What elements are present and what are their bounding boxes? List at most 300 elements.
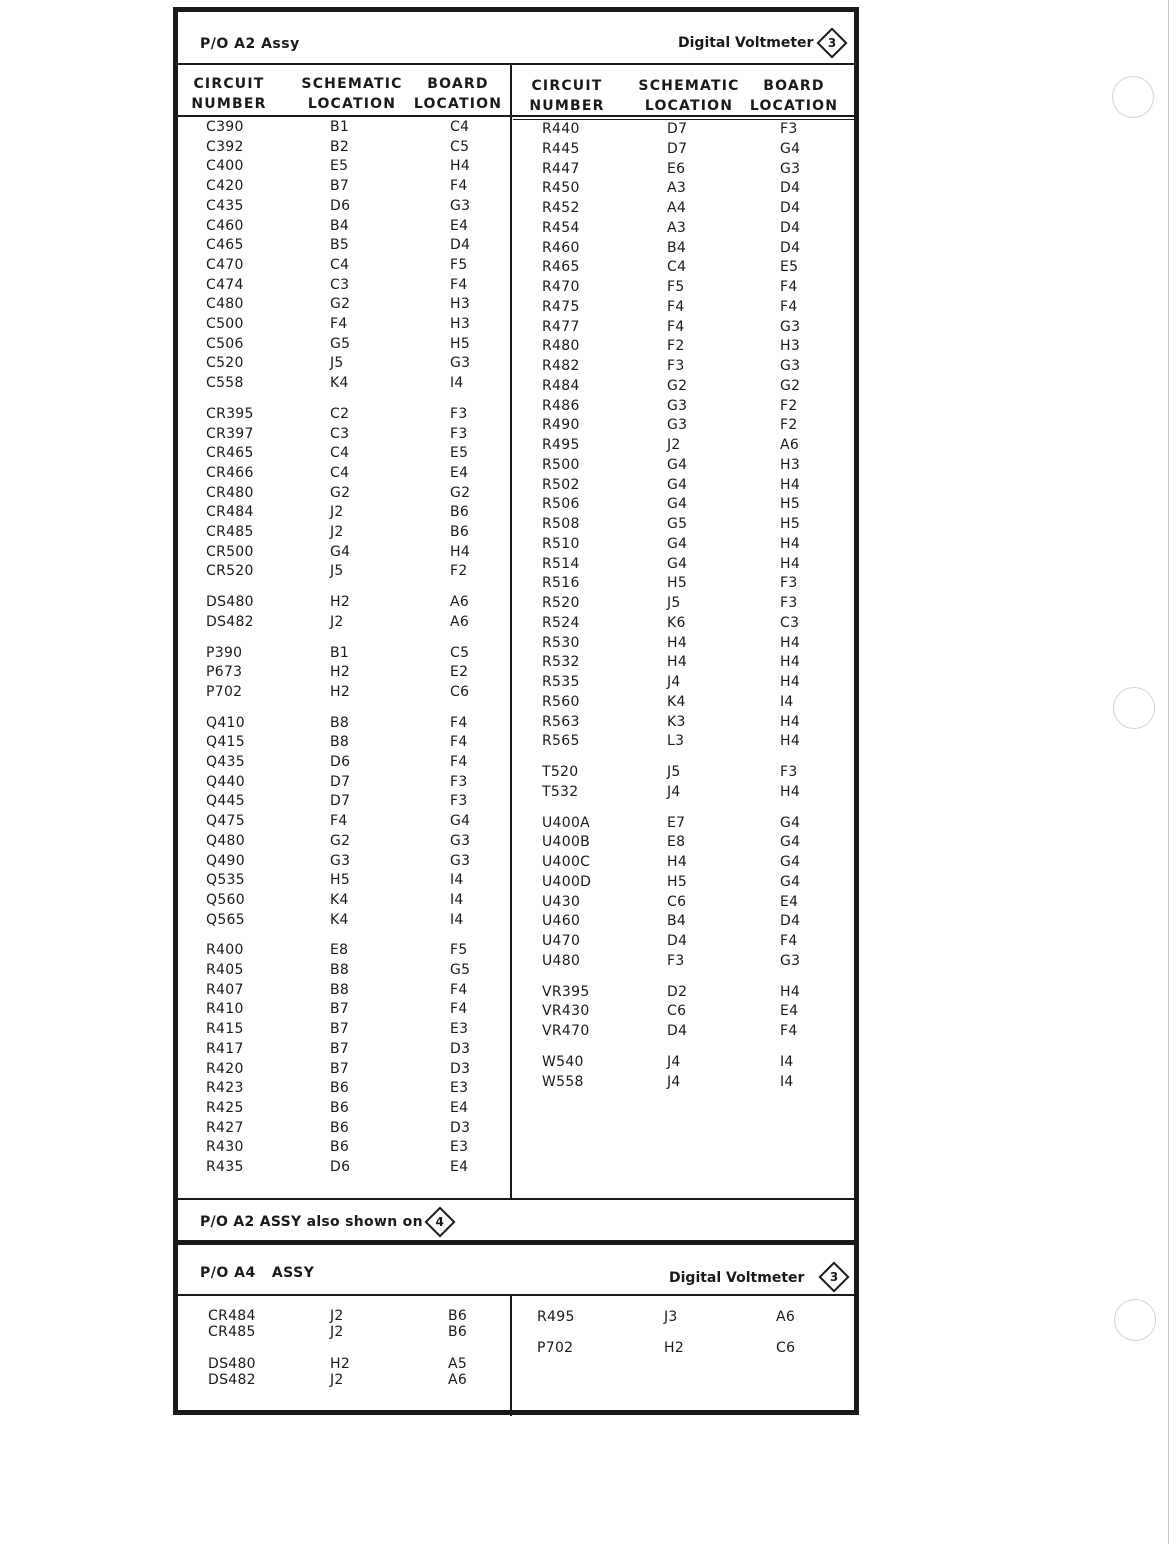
circuit-number: DS482 xyxy=(206,613,254,630)
circuit-number: R495 xyxy=(542,437,580,453)
circuit-number: R405 xyxy=(206,962,244,978)
circuit-number: R530 xyxy=(542,634,580,651)
circuit-number: R565 xyxy=(542,733,580,750)
schematic-location: G4 xyxy=(667,456,688,473)
schematic-location: D7 xyxy=(330,793,351,810)
board-location: I4 xyxy=(450,375,464,392)
circuit-number: CR397 xyxy=(206,425,254,442)
a2-column-divider xyxy=(510,65,512,1199)
board-location: F2 xyxy=(780,417,798,434)
circuit-number: R560 xyxy=(542,693,580,710)
circuit-number: U430 xyxy=(542,893,581,910)
circuit-number: R475 xyxy=(542,298,580,315)
schematic-location: B7 xyxy=(330,1021,350,1038)
circuit-number: R520 xyxy=(542,595,580,611)
schematic-location: G2 xyxy=(667,377,688,394)
schematic-location: J5 xyxy=(667,764,681,780)
schematic-location: B6 xyxy=(330,1139,350,1156)
circuit-number: Q560 xyxy=(206,891,245,908)
a2-colhead-divider xyxy=(178,115,854,117)
schematic-location: F4 xyxy=(330,316,348,332)
board-location: E4 xyxy=(450,1159,469,1175)
circuit-number: R445 xyxy=(542,140,580,157)
schematic-location: J2 xyxy=(330,613,344,630)
schematic-location: B6 xyxy=(330,1119,350,1136)
a2-instrument-title: Digital Voltmeter xyxy=(678,35,814,51)
board-location: F3 xyxy=(450,773,468,790)
schematic-location: H2 xyxy=(664,1340,685,1356)
schematic-location: H2 xyxy=(330,1356,351,1372)
board-location: D4 xyxy=(780,913,801,930)
circuit-number: CR485 xyxy=(206,524,254,540)
board-location: F4 xyxy=(780,298,798,315)
schematic-location: B8 xyxy=(330,734,350,751)
circuit-number: U480 xyxy=(542,952,581,969)
board-location: H4 xyxy=(780,783,801,800)
board-location: H4 xyxy=(780,555,801,572)
board-location: I4 xyxy=(780,1053,794,1070)
schematic-location: E6 xyxy=(667,160,686,177)
board-location: C5 xyxy=(450,138,470,155)
schematic-location: G4 xyxy=(330,543,351,560)
circuit-number: CR480 xyxy=(206,484,254,501)
circuit-number: W540 xyxy=(542,1053,584,1070)
circuit-number: C390 xyxy=(206,119,244,135)
schematic-location: C4 xyxy=(330,256,350,273)
schematic-location: D4 xyxy=(667,1023,688,1039)
circuit-number: U400C xyxy=(542,854,591,870)
parts-location-frame xyxy=(173,7,859,1415)
board-location: I4 xyxy=(780,693,794,710)
board-location: G3 xyxy=(780,952,801,969)
board-location: G3 xyxy=(780,160,801,177)
board-location: H4 xyxy=(450,543,471,560)
board-location: F4 xyxy=(780,933,798,949)
circuit-number: R465 xyxy=(542,259,580,276)
circuit-number: CR484 xyxy=(208,1308,256,1324)
board-location: F4 xyxy=(780,1023,798,1039)
schematic-location: E5 xyxy=(330,158,349,175)
board-location: F4 xyxy=(780,279,798,295)
circuit-number: R410 xyxy=(206,1001,244,1018)
board-location: F3 xyxy=(780,121,798,137)
board-location: H4 xyxy=(780,634,801,651)
schematic-location: D4 xyxy=(667,933,688,949)
circuit-number: P702 xyxy=(206,683,243,700)
circuit-number: R524 xyxy=(542,614,580,631)
board-location: F3 xyxy=(780,764,798,780)
schematic-location: B8 xyxy=(330,962,350,978)
circuit-number: R500 xyxy=(542,456,580,473)
circuit-number: R516 xyxy=(542,575,580,592)
board-location: G4 xyxy=(780,140,801,157)
schematic-location: F4 xyxy=(667,318,685,335)
circuit-number: R435 xyxy=(206,1159,244,1175)
circuit-number: R423 xyxy=(206,1080,244,1097)
schematic-location: B1 xyxy=(330,119,350,135)
page-edge-line xyxy=(1168,0,1169,1544)
circuit-number: R508 xyxy=(542,516,580,532)
circuit-number: U400A xyxy=(542,814,591,831)
circuit-number: C465 xyxy=(206,237,244,254)
schematic-location: J4 xyxy=(667,1053,681,1070)
schematic-location: H4 xyxy=(667,654,688,671)
board-location: E3 xyxy=(450,1080,469,1097)
schematic-location: B1 xyxy=(330,644,350,661)
board-location: G4 xyxy=(450,813,471,830)
board-location: H4 xyxy=(780,654,801,671)
schematic-location: C2 xyxy=(330,405,350,422)
a2-right-circuit-header: CIRCUIT NUMBER xyxy=(529,78,605,114)
schematic-location: G3 xyxy=(667,417,688,434)
board-location: F3 xyxy=(450,793,468,810)
board-location: I4 xyxy=(780,1073,794,1090)
circuit-number: R484 xyxy=(542,377,580,394)
board-location: F3 xyxy=(780,595,798,611)
a2-colhead-divider-thin xyxy=(513,119,854,120)
circuit-number: CR465 xyxy=(206,445,254,462)
circuit-number: CR520 xyxy=(206,563,254,580)
schematic-location: G3 xyxy=(667,397,688,414)
circuit-number: U470 xyxy=(542,933,581,949)
schematic-location: D7 xyxy=(667,140,688,157)
circuit-number: R563 xyxy=(542,713,580,730)
circuit-number: R480 xyxy=(542,338,580,355)
board-location: A6 xyxy=(776,1309,796,1325)
circuit-number: C435 xyxy=(206,197,244,214)
board-location: F5 xyxy=(450,256,468,273)
schematic-location: G2 xyxy=(330,296,351,313)
circuit-number: C500 xyxy=(206,316,244,332)
circuit-number: R452 xyxy=(542,200,580,216)
schematic-location: C4 xyxy=(330,445,350,462)
circuit-number: Q480 xyxy=(206,832,245,849)
circuit-number: R460 xyxy=(542,239,580,256)
schematic-location: D6 xyxy=(330,197,351,214)
schematic-location: E8 xyxy=(330,942,349,959)
schematic-location: B4 xyxy=(667,913,687,930)
board-location: A6 xyxy=(780,437,800,453)
a2-left-circuit-header: CIRCUIT NUMBER xyxy=(191,76,267,112)
circuit-number: R477 xyxy=(542,318,580,335)
board-location: G4 xyxy=(780,834,801,851)
board-location: A6 xyxy=(450,594,470,611)
circuit-number: Q445 xyxy=(206,793,245,810)
schematic-location: K4 xyxy=(667,693,686,710)
board-location: E5 xyxy=(450,445,469,462)
board-location: F4 xyxy=(450,981,468,998)
schematic-location: D7 xyxy=(330,773,351,790)
circuit-number: R514 xyxy=(542,555,580,572)
schematic-location: G5 xyxy=(667,516,688,532)
a2-section-title: P/O A2 Assy xyxy=(200,36,300,52)
board-location: E4 xyxy=(450,217,469,234)
circuit-number: C480 xyxy=(206,296,244,313)
schematic-location: H2 xyxy=(330,683,351,700)
schematic-location: H2 xyxy=(330,594,351,611)
schematic-location: C6 xyxy=(667,1003,687,1020)
section-separator xyxy=(178,1240,854,1245)
binder-hole-top xyxy=(1112,76,1154,118)
schematic-location: B5 xyxy=(330,237,350,254)
circuit-number: R447 xyxy=(542,160,580,177)
board-location: H5 xyxy=(780,496,801,513)
circuit-number: U400D xyxy=(542,873,592,890)
board-location: G2 xyxy=(450,484,471,501)
board-location: H3 xyxy=(780,338,801,355)
board-location: B6 xyxy=(448,1308,468,1324)
circuit-number: C470 xyxy=(206,256,244,273)
board-location: G3 xyxy=(450,355,471,372)
circuit-number: C558 xyxy=(206,375,244,392)
schematic-location: B7 xyxy=(330,1001,350,1018)
circuit-number: R450 xyxy=(542,180,580,197)
schematic-location: D2 xyxy=(667,983,688,1000)
board-location: F3 xyxy=(450,425,468,442)
circuit-number: P390 xyxy=(206,644,243,661)
circuit-number: P702 xyxy=(537,1340,574,1356)
board-location: G3 xyxy=(450,832,471,849)
board-location: D3 xyxy=(450,1040,471,1057)
board-location: C6 xyxy=(776,1340,796,1356)
circuit-number: R400 xyxy=(206,942,244,959)
schematic-location: J5 xyxy=(667,595,681,611)
schematic-location: G3 xyxy=(330,852,351,869)
schematic-location: F2 xyxy=(667,338,685,355)
circuit-number: R425 xyxy=(206,1099,244,1116)
schematic-location: H5 xyxy=(667,873,688,890)
circuit-number: DS480 xyxy=(206,594,254,611)
circuit-number: CR485 xyxy=(208,1324,256,1340)
circuit-number: R415 xyxy=(206,1021,244,1038)
schematic-location: B6 xyxy=(330,1099,350,1116)
board-location: A5 xyxy=(448,1356,468,1372)
schematic-location: E7 xyxy=(667,814,686,831)
schematic-location: K3 xyxy=(667,713,686,730)
board-location: G3 xyxy=(450,197,471,214)
board-location: E4 xyxy=(450,464,469,481)
board-location: F2 xyxy=(780,397,798,414)
a4-sheet-badge-icon: 3 xyxy=(823,1266,845,1288)
schematic-location: C3 xyxy=(330,276,350,293)
binder-hole-middle xyxy=(1113,687,1155,729)
a2-header-divider xyxy=(178,63,854,65)
schematic-location: H4 xyxy=(667,634,688,651)
circuit-number: R490 xyxy=(542,417,580,434)
schematic-location: B7 xyxy=(330,1060,350,1077)
circuit-number: T532 xyxy=(542,783,579,800)
a2-right-schematic-header: SCHEMATIC LOCATION xyxy=(638,78,740,114)
board-location: C6 xyxy=(450,683,470,700)
binder-hole-bottom xyxy=(1114,1299,1156,1341)
circuit-number: VR395 xyxy=(542,983,590,1000)
board-location: F4 xyxy=(450,276,468,293)
board-location: H3 xyxy=(450,316,471,332)
schematic-location: D6 xyxy=(330,754,351,770)
circuit-number: C520 xyxy=(206,355,244,372)
board-location: F4 xyxy=(450,754,468,770)
board-location: C4 xyxy=(450,119,470,135)
schematic-location: H5 xyxy=(667,575,688,592)
board-location: E3 xyxy=(450,1021,469,1038)
schematic-location: B7 xyxy=(330,178,350,195)
board-location: F4 xyxy=(450,714,468,731)
circuit-number: DS480 xyxy=(208,1356,256,1372)
a2-also-shown-note: P/O A2 ASSY also shown on 4 xyxy=(200,1211,451,1233)
board-location: G3 xyxy=(780,318,801,335)
circuit-number: Q440 xyxy=(206,773,245,790)
schematic-location: J2 xyxy=(330,504,344,521)
schematic-location: F4 xyxy=(330,813,348,830)
schematic-location: J3 xyxy=(664,1309,678,1325)
board-location: G4 xyxy=(780,814,801,831)
schematic-location: J4 xyxy=(667,674,681,690)
schematic-location: A4 xyxy=(667,200,687,216)
circuit-number: R430 xyxy=(206,1139,244,1156)
circuit-number: R417 xyxy=(206,1040,244,1057)
board-location: H5 xyxy=(780,516,801,532)
circuit-number: U400B xyxy=(542,834,591,851)
a2-sheet-badge-icon: 3 xyxy=(821,32,843,54)
board-location: E2 xyxy=(450,664,469,681)
circuit-number: R454 xyxy=(542,219,580,236)
schematic-location: B6 xyxy=(330,1080,350,1097)
board-location: H3 xyxy=(780,456,801,473)
a2-left-board-header: BOARD LOCATION xyxy=(413,76,503,112)
schematic-location: B7 xyxy=(330,1040,350,1057)
circuit-number: R470 xyxy=(542,279,580,295)
circuit-number: T520 xyxy=(542,764,579,780)
board-location: F4 xyxy=(450,1001,468,1018)
schematic-location: G5 xyxy=(330,335,351,352)
circuit-number: Q415 xyxy=(206,734,245,751)
circuit-number: Q535 xyxy=(206,872,245,889)
schematic-location: B8 xyxy=(330,714,350,731)
board-location: E4 xyxy=(450,1099,469,1116)
schematic-location: B8 xyxy=(330,981,350,998)
circuit-number: C392 xyxy=(206,138,244,155)
circuit-number: CR500 xyxy=(206,543,254,560)
circuit-number: VR470 xyxy=(542,1023,590,1039)
circuit-number: C420 xyxy=(206,178,244,195)
board-location: D3 xyxy=(450,1119,471,1136)
board-location: F4 xyxy=(450,734,468,751)
board-location: C3 xyxy=(780,614,800,631)
board-location: D4 xyxy=(450,237,471,254)
circuit-number: C506 xyxy=(206,335,244,352)
board-location: H4 xyxy=(780,713,801,730)
schematic-location: A3 xyxy=(667,219,687,236)
board-location: D4 xyxy=(780,200,801,216)
circuit-number: R506 xyxy=(542,496,580,513)
circuit-number: Q490 xyxy=(206,852,245,869)
schematic-location: C3 xyxy=(330,425,350,442)
board-location: H4 xyxy=(780,733,801,750)
circuit-number: CR466 xyxy=(206,464,254,481)
circuit-number: C474 xyxy=(206,276,244,293)
circuit-number: R486 xyxy=(542,397,580,414)
board-location: F3 xyxy=(780,575,798,592)
schematic-location: C4 xyxy=(330,464,350,481)
circuit-number: C460 xyxy=(206,217,244,234)
circuit-number: VR430 xyxy=(542,1003,590,1020)
a2-also-shown-badge-icon: 4 xyxy=(429,1211,451,1233)
schematic-location: C6 xyxy=(667,893,687,910)
schematic-location: E8 xyxy=(667,834,686,851)
board-location: H4 xyxy=(780,674,801,690)
schematic-location: K4 xyxy=(330,911,349,928)
schematic-location: J5 xyxy=(330,563,344,580)
schematic-location: J4 xyxy=(667,1073,681,1090)
circuit-number: CR395 xyxy=(206,405,254,422)
circuit-number: U460 xyxy=(542,913,581,930)
circuit-number: P673 xyxy=(206,664,243,681)
schematic-location: H4 xyxy=(667,854,688,870)
schematic-location: J2 xyxy=(330,1308,344,1324)
circuit-number: R502 xyxy=(542,476,580,493)
schematic-location: F3 xyxy=(667,358,685,374)
schematic-location: J2 xyxy=(330,1372,344,1388)
board-location: B6 xyxy=(448,1324,468,1340)
schematic-location: J4 xyxy=(667,783,681,800)
circuit-number: CR484 xyxy=(206,504,254,521)
board-location: H4 xyxy=(780,535,801,552)
schematic-location: L3 xyxy=(667,733,685,750)
board-location: E3 xyxy=(450,1139,469,1156)
circuit-number: R427 xyxy=(206,1119,244,1136)
board-location: H4 xyxy=(450,158,471,175)
schematic-location: G2 xyxy=(330,484,351,501)
board-location: F4 xyxy=(450,178,468,195)
circuit-number: Q410 xyxy=(206,714,245,731)
board-location: I4 xyxy=(450,891,464,908)
board-location: H4 xyxy=(780,983,801,1000)
circuit-number: C400 xyxy=(206,158,244,175)
schematic-location: A3 xyxy=(667,180,687,197)
circuit-number: DS482 xyxy=(208,1372,256,1388)
schematic-location: G2 xyxy=(330,832,351,849)
a4-section-title: P/O A4 ASSY xyxy=(200,1265,315,1281)
board-location: E5 xyxy=(780,259,799,276)
circuit-number: R420 xyxy=(206,1060,244,1077)
schematic-location: G4 xyxy=(667,535,688,552)
schematic-location: G4 xyxy=(667,496,688,513)
a2-footer-divider xyxy=(178,1198,854,1200)
circuit-number: R532 xyxy=(542,654,580,671)
schematic-location: K6 xyxy=(667,614,686,631)
schematic-location: J2 xyxy=(330,1324,344,1340)
board-location: A6 xyxy=(448,1372,468,1388)
board-location: I4 xyxy=(450,872,464,889)
board-location: E4 xyxy=(780,1003,799,1020)
schematic-location: F3 xyxy=(667,952,685,969)
schematic-location: D6 xyxy=(330,1159,351,1175)
circuit-number: Q565 xyxy=(206,911,245,928)
board-location: D4 xyxy=(780,219,801,236)
board-location: E4 xyxy=(780,893,799,910)
circuit-number: R495 xyxy=(537,1309,575,1325)
schematic-location: B4 xyxy=(667,239,687,256)
board-location: G3 xyxy=(450,852,471,869)
schematic-location: G4 xyxy=(667,555,688,572)
board-location: H5 xyxy=(450,335,471,352)
a2-right-board-header: BOARD LOCATION xyxy=(749,78,839,114)
schematic-location: F5 xyxy=(667,279,685,295)
board-location: D4 xyxy=(780,180,801,197)
schematic-location: D7 xyxy=(667,121,688,137)
board-location: I4 xyxy=(450,911,464,928)
circuit-number: R535 xyxy=(542,674,580,690)
